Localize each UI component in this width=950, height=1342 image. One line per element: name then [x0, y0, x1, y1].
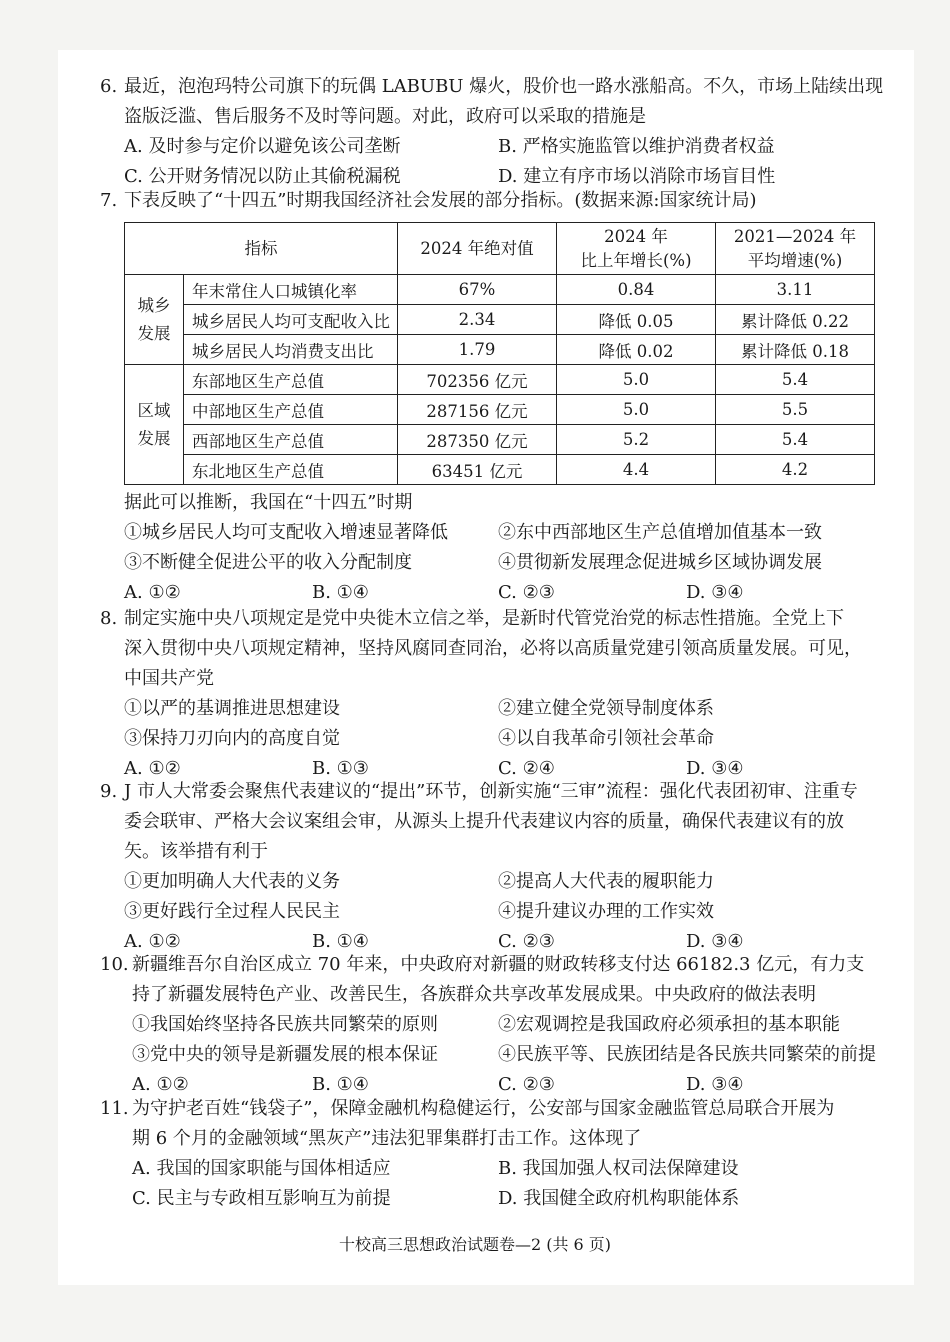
- group-label-urban-rural: 城乡 发展: [125, 275, 184, 365]
- table-row: [125, 275, 875, 305]
- q7-item-4: ④贯彻新发展理念促进城乡区域协调发展: [498, 552, 822, 573]
- table-row: [125, 395, 875, 425]
- question-8: 8. 制定实施中央八项规定是党中央徙木立信之举，是新时代管党治党的标志性措施。全党上下 深入贯彻中央八项规定精神，坚持风腐同查同治，必将以高质量党建引领高质量发展。可见， 中国共产党 ①以严的基调推进思想建设 ②建立健全党领导制度体系 ③保持刀刃向内的高度自觉 ④以自我革命引领社会革命 A. ①② B. ①③ C. ②④ D. ③④: [100, 604, 890, 784]
- table-cell: 2.34: [398, 305, 557, 335]
- table-cell: 1.79: [398, 335, 557, 365]
- q8-option-d[interactable]: D. ③④: [686, 758, 744, 779]
- q11-options-row-2: [100, 1184, 890, 1214]
- table-cell: 5.4: [716, 425, 875, 455]
- q7-follow: 据此可以推断，我国在“十四五”时期: [124, 492, 413, 513]
- q9-item-4: ④提升建议办理的工作实效: [498, 901, 714, 922]
- table-row: [125, 425, 875, 455]
- header-indicator: 指标: [125, 223, 398, 275]
- table-cell: 3.11: [716, 275, 875, 305]
- q7-item-3: ③不断健全促进公平的收入分配制度: [124, 552, 412, 573]
- q10-items-row-1: [100, 1010, 890, 1040]
- table-cell: 5.0: [557, 395, 716, 425]
- table-cell: 城乡居民人均消费支出比: [184, 335, 398, 365]
- q11-option-d[interactable]: D. 我国健全政府机构职能体系: [498, 1188, 740, 1209]
- q8-option-b[interactable]: B. ①③: [312, 758, 369, 779]
- table-cell: 4.2: [716, 455, 875, 485]
- q11-option-a[interactable]: A. 我国的国家职能与国体相适应: [132, 1158, 391, 1179]
- q6-option-c[interactable]: C. 公开财务情况以防止其偷税漏税: [124, 166, 401, 187]
- q6-option-a[interactable]: A. 及时参与定价以避免该公司垄断: [124, 136, 401, 157]
- table-cell: 西部地区生产总值: [184, 425, 398, 455]
- q6-line-2: 盗版泛滥、售后服务不及时等问题。对此，政府可以采取的措施是: [124, 106, 646, 127]
- q10-option-b[interactable]: B. ①④: [312, 1074, 369, 1095]
- q8-item-4: ④以自我革命引领社会革命: [498, 728, 714, 749]
- table-cell: 年末常住人口城镇化率: [184, 275, 398, 305]
- q8-item-2: ②建立健全党领导制度体系: [498, 698, 714, 719]
- table-cell: 4.4: [557, 455, 716, 485]
- q9-item-1: ①更加明确人大代表的义务: [124, 871, 340, 892]
- q8-items-row-2: [100, 724, 890, 754]
- q10-option-c[interactable]: C. ②③: [498, 1074, 555, 1095]
- group-label-regional: 区域 发展: [125, 365, 184, 485]
- table-row: [125, 305, 875, 335]
- q10-items-row-2: [100, 1040, 890, 1070]
- q9-items-row-2: [100, 897, 890, 927]
- q9-number: 9.: [100, 781, 118, 802]
- table-cell: 东部地区生产总值: [184, 365, 398, 395]
- q10-option-a[interactable]: A. ①②: [132, 1074, 189, 1095]
- table-cell: 0.84: [557, 275, 716, 305]
- q10-option-d[interactable]: D. ③④: [686, 1074, 744, 1095]
- q6-option-d[interactable]: D. 建立有序市场以消除市场盲目性: [498, 166, 776, 187]
- header-absolute: 2024 年绝对值: [398, 223, 557, 275]
- table-cell: 降低 0.02: [557, 335, 716, 365]
- q7-items-row-2: [100, 548, 890, 578]
- table-cell: 中部地区生产总值: [184, 395, 398, 425]
- q9-item-2: ②提高人大代表的履职能力: [498, 871, 714, 892]
- q9-option-c[interactable]: C. ②③: [498, 931, 555, 952]
- table-cell: 降低 0.05: [557, 305, 716, 335]
- q8-item-1: ①以严的基调推进思想建设: [124, 698, 340, 719]
- q10-number: 10.: [100, 954, 129, 975]
- table-cell: 累计降低 0.18: [716, 335, 875, 365]
- q9-option-d[interactable]: D. ③④: [686, 931, 744, 952]
- q11-option-b[interactable]: B. 我国加强人权司法保障建设: [498, 1158, 739, 1179]
- q10-item-4: ④民族平等、民族团结是各民族共同繁荣的前提: [498, 1044, 876, 1065]
- q7-option-d[interactable]: D. ③④: [686, 582, 744, 603]
- q8-item-3: ③保持刀刃向内的高度自觉: [124, 728, 340, 749]
- q8-option-c[interactable]: C. ②④: [498, 758, 555, 779]
- q7-option-b[interactable]: B. ①④: [312, 582, 369, 603]
- table-cell: 城乡居民人均可支配收入比: [184, 305, 398, 335]
- q11-option-c[interactable]: C. 民主与专政相互影响互为前提: [132, 1188, 391, 1209]
- q11-number: 11.: [100, 1098, 129, 1119]
- header-average: 2021—2024 年 平均增速(%): [716, 223, 875, 275]
- table-cell: 63451 亿元: [398, 455, 557, 485]
- q7-item-2: ②东中西部地区生产总值增加值基本一致: [498, 522, 822, 543]
- q7-stem: 下表反映了“十四五”时期我国经济社会发展的部分指标。(数据来源:国家统计局): [124, 190, 757, 211]
- table-row: [125, 335, 875, 365]
- q9-option-b[interactable]: B. ①④: [312, 931, 369, 952]
- q6-line-1: 6. 最近，泡泡玛特公司旗下的玩偶 LABUBU 爆火，股价也一路水涨船高。不久，市场上陆续出现: [100, 72, 890, 102]
- q6-options-row-1: [100, 132, 890, 162]
- q6-number: 6.: [100, 76, 118, 97]
- question-9: 9. J 市人大常委会聚焦代表建议的“提出”环节，创新实施“三审”流程：强化代表团初审、注重专 委会联审、严格大会议案组会审，从源头上提升代表建议内容的质量，确保代表建议有的放 矢。该举措有利于 ①更加明确人大代表的义务 ②提高人大代表的履职能力 ③更好践行全过程人民民主 ④提升建议办理的工作实效 A. ①② B. ①④ C. ②③ D. ③④: [100, 777, 890, 957]
- header-growth: 2024 年 比上年增长(%): [557, 223, 716, 275]
- indicator-table: [124, 222, 875, 485]
- q7-number: 7.: [100, 190, 118, 211]
- question-10: 10. 新疆维吾尔自治区成立 70 年来，中央政府对新疆的财政转移支付达 66182.3 亿元，有力支 持了新疆发展特色产业、改善民生，各族群众共享改革发展成果。中央政府的做法表明 ①我国始终坚持各民族共同繁荣的原则 ②宏观调控是我国政府必须承担的基本职能 ③党中央的领导是新疆发展的根本保证 ④民族平等、民族团结是各民族共同繁荣的前提 A. ①② B. ①④ C. ②③ D. ③④: [100, 950, 890, 1100]
- table-cell: 5.0: [557, 365, 716, 395]
- q7-items-row-1: [100, 518, 890, 548]
- q10-item-3: ③党中央的领导是新疆发展的根本保证: [132, 1044, 438, 1065]
- question-11: 11. 为守护老百姓“钱袋子”，保障金融机构稳健运行，公安部与国家金融监管总局联合开展为 期 6 个月的金融领域“黑灰产”违法犯罪集群打击工作。这体现了 A. 我国的国家职能与国体相适应 B. 我国加强人权司法保障建设 C. 民主与专政相互影响互为前提 D. 我国健全政府机构职能体系: [100, 1094, 890, 1214]
- table-row: [125, 365, 875, 395]
- q10-item-2: ②宏观调控是我国政府必须承担的基本职能: [498, 1014, 840, 1035]
- q8-number: 8.: [100, 608, 118, 629]
- q7-option-a[interactable]: A. ①②: [124, 582, 181, 603]
- q9-item-3: ③更好践行全过程人民民主: [124, 901, 340, 922]
- q8-option-a[interactable]: A. ①②: [124, 758, 181, 779]
- table-cell: 5.2: [557, 425, 716, 455]
- q11-options-row-1: [100, 1154, 890, 1184]
- question-7-follow: [100, 488, 890, 608]
- table-cell: 702356 亿元: [398, 365, 557, 395]
- table-row: [125, 455, 875, 485]
- table-cell: 东北地区生产总值: [184, 455, 398, 485]
- table-cell: 67%: [398, 275, 557, 305]
- table-cell: 287156 亿元: [398, 395, 557, 425]
- question-7-stem: [100, 186, 890, 216]
- q6-option-b[interactable]: B. 严格实施监管以维护消费者权益: [498, 136, 775, 157]
- table-cell: 5.5: [716, 395, 875, 425]
- page-footer: 十校高三思想政治试题卷—2 (共 6 页): [338, 1235, 612, 1254]
- question-6: [100, 72, 890, 192]
- table-cell: 287350 亿元: [398, 425, 557, 455]
- q8-items-row-1: [100, 694, 890, 724]
- table-cell: 5.4: [716, 365, 875, 395]
- table-header-row: [125, 223, 875, 275]
- q10-item-1: ①我国始终坚持各民族共同繁荣的原则: [132, 1014, 438, 1035]
- q7-option-c[interactable]: C. ②③: [498, 582, 555, 603]
- q7-item-1: ①城乡居民人均可支配收入增速显著降低: [124, 522, 448, 543]
- table-cell: 累计降低 0.22: [716, 305, 875, 335]
- q9-option-a[interactable]: A. ①②: [124, 931, 181, 952]
- q9-items-row-1: [100, 867, 890, 897]
